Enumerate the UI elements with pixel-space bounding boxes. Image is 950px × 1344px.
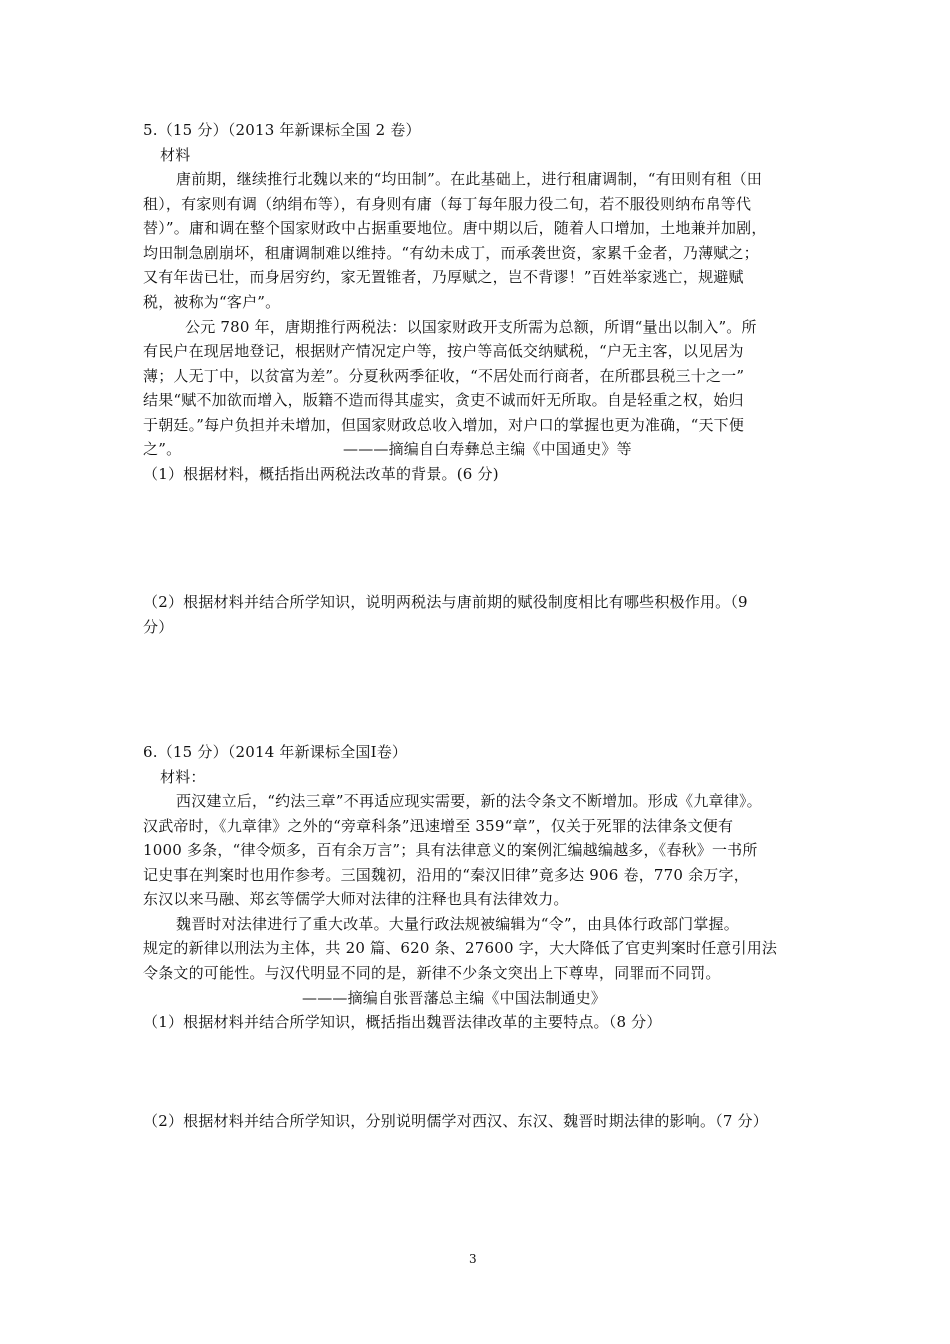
section-5-para1-line: 又有年齿已壮，而身居穷约，家无置锥者，乃厚赋之，岂不背谬！”百姓举家逃亡，规避赋	[143, 268, 744, 286]
section-5-para1-line: 唐前期，继续推行北魏以来的“均田制”。在此基础上，进行租庸调制，“有田则有租（田	[176, 170, 763, 188]
section-6-para1-line: 记史事在判案时也用作参考。三国魏初，沿用的“秦汉旧律”竟多达 906 卷，770 余万字，	[143, 866, 749, 884]
section-6-para2-line: 令条文的可能性。与汉代明显不同的是，新律不少条文突出上下尊卑，同罪而不同罚。	[143, 964, 721, 982]
section-5-material-label: 材料	[160, 146, 191, 164]
section-6-para1-line: 东汉以来马融、郑玄等儒学大师对法律的注释也具有法律效力。	[143, 890, 569, 908]
section-6-question-2: （2）根据材料并结合所学知识，分别说明儒学对西汉、东汉、魏晋时期法律的影响。（7 分）	[143, 1112, 768, 1130]
section-5-para1-line: 租），有家则有调（纳绢布等），有身则有庸（每丁每年服力役二旬，若不服役则纳布帛等代	[143, 195, 752, 213]
section-6-question-1: （1）根据材料并结合所学知识，概括指出魏晋法律改革的主要特点。（8 分）	[143, 1013, 662, 1031]
page-number: 3	[469, 1252, 477, 1266]
section-6-para1-line: 西汉建立后，“约法三章”不再适应现实需要，新的法令条文不断增加。形成《九章律》。	[176, 792, 762, 810]
section-5-question-2-cont: 分）	[143, 618, 174, 636]
section-5-para1-line: 税，被称为“客户”。	[143, 293, 281, 311]
section-5-para2-line: 薄；人无丁中，以贫富为差”。分夏秋两季征收，“不居处而行商者，在所郡县税三十之一”	[143, 367, 745, 385]
section-6-para2-line: 规定的新律以刑法为主体，共 20 篇、620 条、27600 字，大大降低了官吏判案时任意引用法	[143, 939, 778, 957]
section-5-question-1: （1）根据材料，概括指出两税法改革的背景。(6 分)	[143, 465, 499, 483]
section-6-para2-line: 魏晋时对法律进行了重大改革。大量行政法规被编辑为“令”，由具体行政部门掌握。	[176, 915, 739, 933]
section-5-source: ———摘编自白寿彝总主编《中国通史》等	[343, 440, 632, 458]
section-5-para2-line: 公元 780 年，唐期推行两税法：以国家财政开支所需为总额，所谓“量出以制入”。所	[185, 318, 757, 336]
section-5-para1-line: 替）”。庸和调在整个国家财政中占据重要地位。唐中期以后，随着人口增加，土地兼并加剧，	[143, 219, 767, 237]
section-6-para1-line: 1000 多条，“律令烦多，百有余万言”；具有法律意义的案例汇编越编越多，《春秋》一书所	[143, 841, 758, 859]
section-6-heading: 6.（15 分）（2014 年新课标全国Ⅰ卷）	[143, 743, 408, 761]
section-5-heading: 5.（15 分）（2013 年新课标全国 2 卷）	[143, 121, 421, 139]
section-5-para1-line: 均田制急剧崩坏，租庸调制难以维持。“有幼未成丁，而承袭世资，家累千金者，乃薄赋之；	[143, 244, 759, 262]
section-5-para2-line: 于朝廷。”每户负担并未增加，但国家财政总收入增加，对户口的掌握也更为准确，“天下便	[143, 416, 745, 434]
section-6-material-label: 材料：	[160, 768, 206, 786]
section-5-para2-line: 结果“赋不加欲而增入，版籍不造而得其虚实，贪吏不诚而奸无所取。自是轻重之权，始归	[143, 391, 744, 409]
section-5-question-2: （2）根据材料并结合所学知识，说明两税法与唐前期的赋役制度相比有哪些积极作用。（9	[143, 593, 748, 611]
section-6-para1-line: 汉武帝时，《九章律》之外的“旁章科条”迅速增至 359“章”，仅关于死罪的法律条文便有	[143, 817, 734, 835]
section-5-para2-line: 有民户在现居地登记，根据财产情况定户等，按户等高低交纳赋税，“户无主客，以见居为	[143, 342, 744, 360]
section-6-source: ———摘编自张晋藩总主编《中国法制通史》	[302, 989, 607, 1007]
section-5-para2-last-line: 之”。	[143, 440, 182, 458]
